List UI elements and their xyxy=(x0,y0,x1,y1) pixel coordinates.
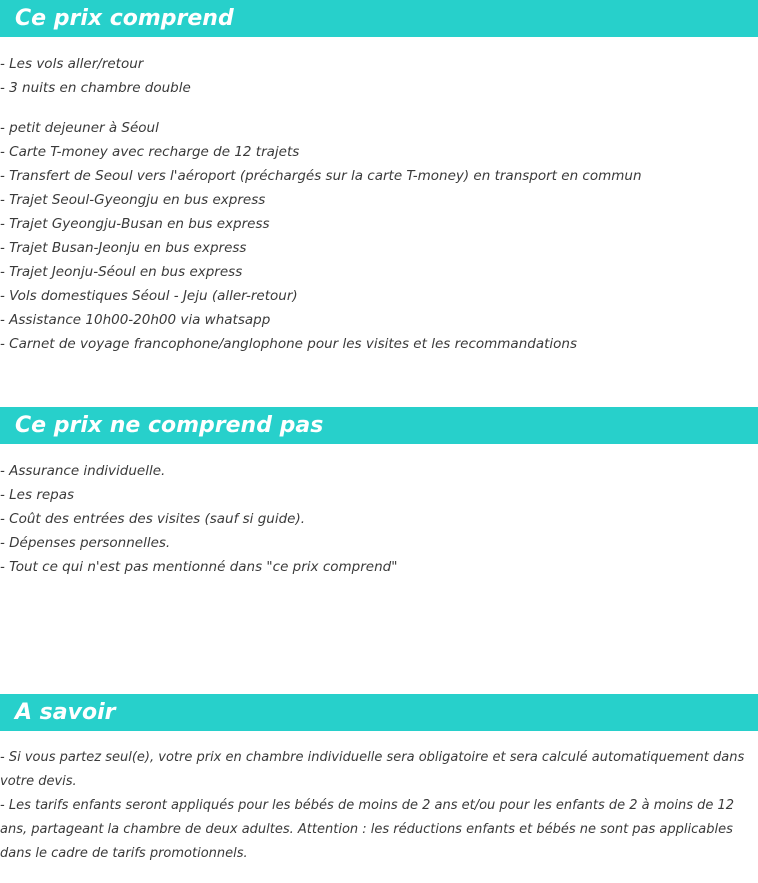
list-item: - Carte T-money avec recharge de 12 trajets xyxy=(0,144,300,160)
list-item: - Carnet de voyage francophone/anglophone pour les visites et les recommandations xyxy=(0,336,577,352)
list-item: - Coût des entrées des visites (sauf si guide). xyxy=(0,511,306,527)
list-item: - 3 nuits en chambre double xyxy=(0,80,191,96)
list-item: - Transfert de Seoul vers l'aéroport (préchargés sur la carte T-money) en transport en commun xyxy=(0,168,642,184)
list-item: - Assistance 10h00-20h00 via whatsapp xyxy=(0,312,271,328)
list-item: - Les vols aller/retour xyxy=(0,56,144,72)
list-item: - petit dejeuner à Séoul xyxy=(0,120,159,136)
list-item: - Trajet Gyeongju-Busan en bus express xyxy=(0,216,270,232)
not-included-list xyxy=(0,459,758,579)
list-item: - Tout ce qui n'est pas mentionné dans "ce prix comprend" xyxy=(0,559,398,575)
not-included-section-header: Ce prix ne comprend pas xyxy=(0,407,758,444)
list-item: - Trajet Seoul-Gyeongju en bus express xyxy=(0,192,266,208)
included-list xyxy=(0,52,758,356)
to-know-section-header: A savoir xyxy=(0,694,758,731)
list-item: - Dépenses personnelles. xyxy=(0,535,171,551)
list-item: - Les repas xyxy=(0,487,75,503)
list-spacer xyxy=(0,100,758,116)
included-section-header: Ce prix comprend xyxy=(0,0,758,37)
list-item: - Vols domestiques Séoul - Jeju (aller-retour) xyxy=(0,288,298,304)
child-rates-note: - Les tarifs enfants seront appliqués pour les bébés de moins de 2 ans et/ou pour les enfants de 2 à moins de 12 ans, partageant la chambre de deux adultes. Attention : les réductions enfants et bébés ne sont pas applicables dans le cadre de tarifs promotionnels. xyxy=(0,798,735,861)
list-item: - Trajet Busan-Jeonju en bus express xyxy=(0,240,247,256)
solo-traveller-note: - Si vous partez seul(e), votre prix en chambre individuelle sera obligatoire et sera calculé automatiquement dans votre devis. xyxy=(0,750,745,789)
list-item: - Assurance individuelle. xyxy=(0,463,166,479)
list-item: - Trajet Jeonju-Séoul en bus express xyxy=(0,264,243,280)
